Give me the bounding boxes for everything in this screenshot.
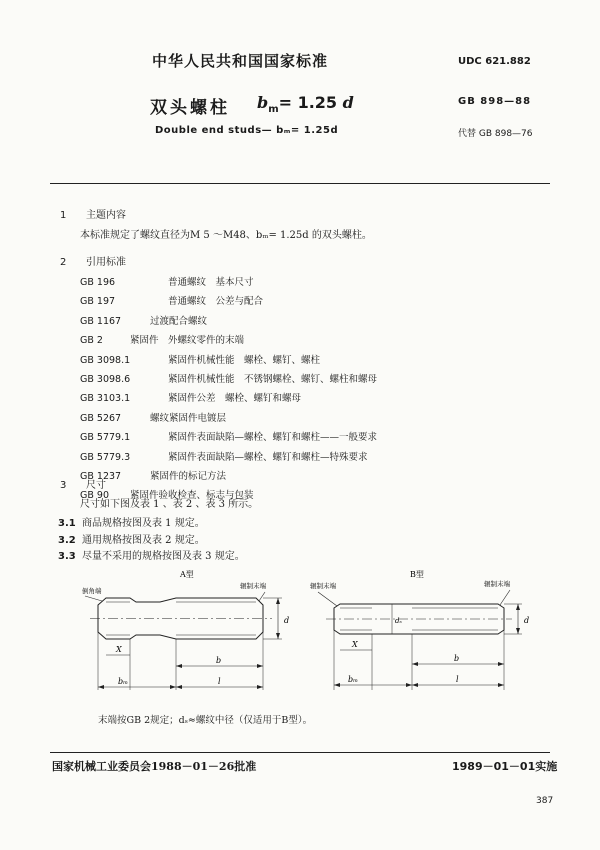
reference-item bbox=[80, 389, 377, 408]
stud-drawing bbox=[0, 560, 600, 705]
rolled-end-label-a: 辗制末端 bbox=[240, 582, 266, 590]
reference-text: 紧固件验收检查、标志与包装 bbox=[130, 490, 254, 502]
reference-text: 普通螺纹 基本尺寸 bbox=[168, 277, 254, 288]
reference-item bbox=[80, 351, 377, 370]
reference-code: GB 5779.3 bbox=[80, 451, 131, 463]
reference-item bbox=[80, 331, 377, 350]
gb-number: GB 898—88 bbox=[458, 96, 532, 107]
section-3-title bbox=[60, 476, 106, 491]
reference-code: GB 1237 bbox=[80, 470, 122, 482]
subsection-number: 3.3 bbox=[58, 551, 76, 562]
b-label-a: b bbox=[216, 656, 222, 665]
footer-rule bbox=[50, 752, 550, 753]
type-a-label: A型 bbox=[180, 570, 194, 579]
reference-code: GB 1167 bbox=[80, 315, 122, 327]
reference-item bbox=[80, 273, 377, 292]
rolled-end-label-b-right: 辗制末端 bbox=[484, 580, 510, 588]
x-label-b: X bbox=[352, 640, 358, 649]
title-formula bbox=[257, 93, 354, 115]
reference-item bbox=[80, 448, 377, 467]
subsection-text: 通用规格按图及表 2 规定。 bbox=[82, 535, 205, 546]
reference-text: 螺纹紧固件电镀层 bbox=[150, 412, 227, 424]
reference-text: 紧固件 外螺纹零件的末端 bbox=[130, 335, 245, 347]
ds-label: dₛ bbox=[395, 617, 402, 625]
reference-code: GB 90 bbox=[80, 490, 109, 502]
figure-footnote: 末端按GB 2规定；dₛ≈螺纹中径（仅适用于B型）。 bbox=[98, 715, 313, 726]
reference-list bbox=[80, 273, 377, 506]
formula-rest: = 1.25 bbox=[278, 93, 338, 112]
reference-code: GB 5267 bbox=[80, 412, 122, 424]
bm-label-a: bₘ bbox=[118, 677, 129, 686]
section-2-heading: 引用标准 bbox=[86, 257, 126, 268]
formula-d: d bbox=[342, 93, 354, 112]
approval-date: 国家机械工业委员会1988－01－26批准 bbox=[52, 760, 257, 773]
section-3-heading: 尺寸 bbox=[86, 480, 106, 491]
effective-date: 1989－01－01实施 bbox=[452, 760, 558, 773]
reference-text: 紧固件的标记方法 bbox=[150, 470, 227, 482]
reference-code: GB 2 bbox=[80, 335, 103, 347]
subsection-3-2 bbox=[58, 531, 205, 546]
subsection-number: 3.1 bbox=[58, 518, 76, 529]
l-label-a: l bbox=[218, 677, 221, 686]
reference-text: 过渡配合螺纹 bbox=[150, 315, 208, 327]
type-a-stud bbox=[85, 592, 282, 690]
l-label-b: l bbox=[456, 675, 459, 684]
section-2-title bbox=[60, 253, 126, 268]
section-1-number: 1 bbox=[60, 210, 67, 221]
replaces-note: 代替 GB 898—76 bbox=[458, 129, 533, 139]
subsection-text: 商品规格按图及表 1 规定。 bbox=[82, 518, 205, 529]
reference-text: 紧固件公差 螺栓、螺钉和螺母 bbox=[168, 393, 302, 405]
section-1-body: 本标准规定了螺纹直径为M 5 ～M48、bₘ= 1.25d 的双头螺柱。 bbox=[80, 230, 372, 241]
bm-label-b: bₘ bbox=[348, 675, 359, 684]
reference-text: 紧固件机械性能 不锈钢螺栓、螺钉、螺柱和螺母 bbox=[168, 373, 378, 385]
header-rule bbox=[50, 183, 550, 184]
section-3-number: 3 bbox=[60, 480, 67, 491]
reference-text: 紧固件表面缺陷—螺栓、螺钉和螺柱—特殊要求 bbox=[168, 451, 368, 463]
rolled-end-label-b-left: 辗制末端 bbox=[310, 582, 336, 590]
reference-code: GB 3098.1 bbox=[80, 354, 131, 366]
reference-code: GB 3103.1 bbox=[80, 393, 131, 405]
chamfer-label-a: 倒角端 bbox=[82, 587, 102, 595]
d-label-b: d bbox=[524, 616, 530, 625]
type-b-label: B型 bbox=[410, 570, 424, 579]
subsection-number: 3.2 bbox=[58, 535, 76, 546]
section-3-body: 尺寸如下图及表 1 、表 2 、表 3 所示。 bbox=[80, 499, 259, 510]
reference-item bbox=[80, 409, 377, 428]
reference-item bbox=[80, 467, 377, 486]
b-label-b: b bbox=[454, 654, 460, 663]
title-english: Double end studs— bₘ= 1.25d bbox=[155, 125, 339, 136]
title-chinese: 双头螺柱 bbox=[150, 98, 230, 118]
reference-code: GB 196 bbox=[80, 277, 116, 288]
reference-item bbox=[80, 292, 377, 311]
d-label-a: d bbox=[284, 616, 290, 625]
formula-var: b bbox=[257, 93, 269, 112]
reference-code: GB 5779.1 bbox=[80, 432, 131, 444]
reference-text: 紧固件机械性能 螺栓、螺钉、螺柱 bbox=[168, 354, 321, 366]
section-1-heading: 主题内容 bbox=[86, 210, 126, 221]
reference-item bbox=[80, 312, 377, 331]
reference-code: GB 3098.6 bbox=[80, 373, 131, 385]
reference-text: 紧固件表面缺陷—螺栓、螺钉和螺柱——一般要求 bbox=[168, 432, 378, 444]
subsection-3-1 bbox=[58, 514, 205, 529]
reference-item bbox=[80, 370, 377, 389]
section-2-number: 2 bbox=[60, 257, 67, 268]
standard-org: 中华人民共和国国家标准 bbox=[151, 52, 328, 70]
udc-number: UDC 621.882 bbox=[458, 56, 531, 67]
reference-item bbox=[80, 428, 377, 447]
x-label-a: X bbox=[116, 645, 122, 654]
subsection-text: 尽量不采用的规格按图及表 3 规定。 bbox=[82, 551, 245, 562]
page-number: 387 bbox=[536, 796, 554, 806]
section-1-title bbox=[60, 206, 126, 221]
formula-sub: m bbox=[268, 104, 279, 116]
reference-code: GB 197 bbox=[80, 296, 116, 308]
reference-text: 普通螺纹 公差与配合 bbox=[168, 296, 264, 308]
